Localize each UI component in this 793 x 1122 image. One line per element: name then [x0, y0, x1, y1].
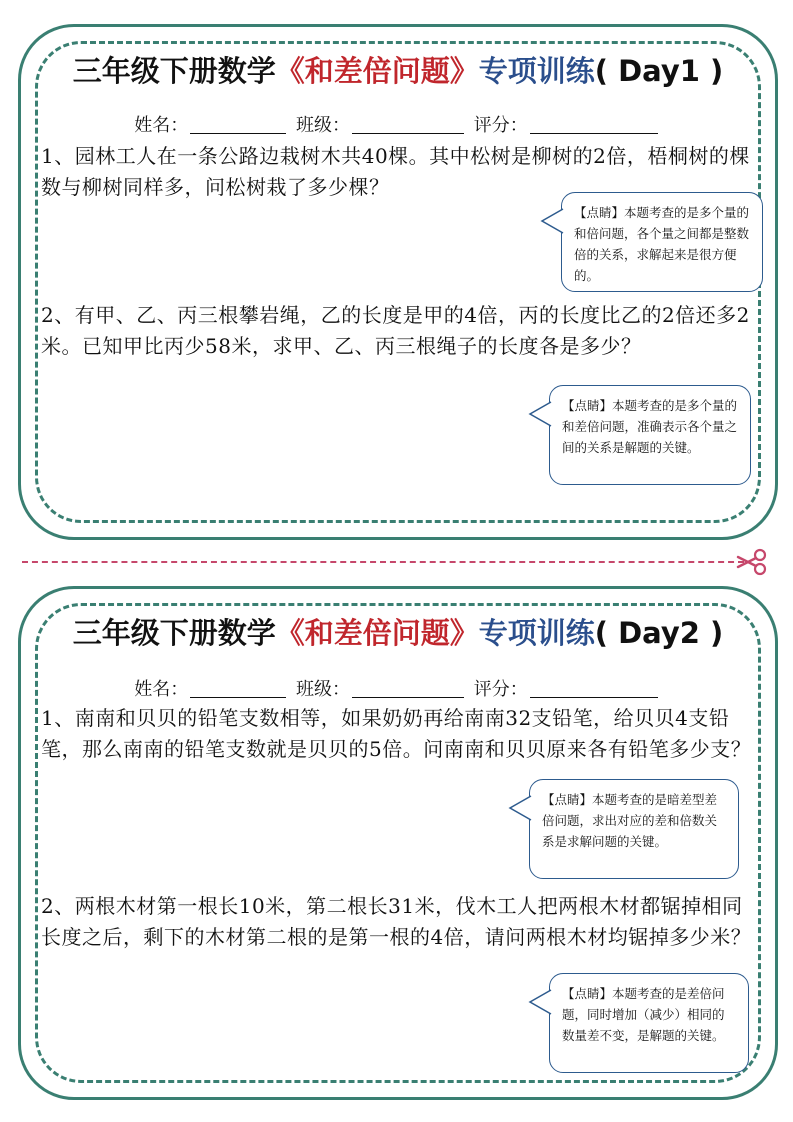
- bubble-tail: [509, 794, 531, 822]
- hint-text: 【点睛】本题考查的是多个量的和倍问题，各个量之间都是整数倍的关系，求解起来是很方便的。: [574, 205, 750, 283]
- hint-text: 【点睛】本题考查的是多个量的和差倍问题，准确表示各个量之间的关系是解题的关键。: [562, 398, 738, 455]
- name-label: 姓名：: [134, 679, 189, 700]
- question-2: 2、两根木材第一根长10米，第二根长31米，伐木工人把两根木材都锯掉相同长度之后，剩下的木材第二根的是第一根的4倍，请问两根木材均锯掉多少米？: [41, 894, 752, 949]
- title-prefix: 三年级下册数学: [72, 54, 276, 88]
- title-day: ( Day1 ): [594, 54, 724, 88]
- student-info-row: [21, 675, 775, 701]
- hint-bubble-2: [549, 385, 751, 485]
- score-label: 评分：: [473, 115, 528, 136]
- hint-bubble-1: [529, 779, 739, 879]
- title-suffix: 专项训练: [478, 54, 595, 88]
- class-label: 班级：: [296, 679, 350, 700]
- class-blank[interactable]: [352, 679, 464, 698]
- bubble-tail: [529, 988, 551, 1016]
- question-2: 2、有甲、乙、丙三根攀岩绳，乙的长度是甲的4倍，丙的长度比乙的2倍还多2米。已知甲比丙少58米，求甲、乙、丙三根绳子的长度各是多少？: [41, 303, 750, 358]
- class-label: 班级：: [296, 115, 350, 136]
- bubble-tail: [529, 400, 551, 428]
- title-prefix: 三年级下册数学: [72, 616, 276, 650]
- cut-line: [22, 561, 744, 563]
- title-topic: 《和差倍问题》: [275, 616, 479, 650]
- name-blank[interactable]: [190, 679, 286, 698]
- score-blank[interactable]: [530, 679, 658, 698]
- score-blank[interactable]: [530, 115, 658, 134]
- name-blank[interactable]: [190, 115, 286, 134]
- worksheet-title: [21, 49, 775, 90]
- scissors-icon: [736, 548, 768, 576]
- bubble-tail: [541, 207, 563, 235]
- worksheet-title: [21, 611, 775, 652]
- title-topic: 《和差倍问题》: [275, 54, 479, 88]
- hint-bubble-1: [561, 192, 763, 292]
- name-label: 姓名：: [134, 115, 189, 136]
- question-1: 1、园林工人在一条公路边栽树木共40棵。其中松树是柳树的2倍，梧桐树的棵数与柳树同样多，问松树栽了多少棵？: [41, 144, 750, 199]
- question-1: 1、南南和贝贝的铅笔支数相等，如果奶奶再给南南32支铅笔，给贝贝4支铅笔，那么南南的铅笔支数就是贝贝的5倍。问南南和贝贝原来各有铅笔多少支？: [41, 706, 752, 761]
- title-day: ( Day2 ): [594, 616, 724, 650]
- hint-text: 【点睛】本题考查的是暗差型差倍问题，求出对应的差和倍数关系是求解问题的关键。: [542, 792, 718, 849]
- title-suffix: 专项训练: [478, 616, 595, 650]
- worksheet-day2: [18, 586, 778, 1100]
- worksheet-day1: [18, 24, 778, 540]
- score-label: 评分：: [473, 679, 528, 700]
- hint-bubble-2: [549, 973, 749, 1073]
- hint-text: 【点睛】本题考查的是差倍问题，同时增加（减少）相同的数量差不变，是解题的关键。: [562, 986, 725, 1043]
- student-info-row: [21, 111, 775, 137]
- class-blank[interactable]: [352, 115, 464, 134]
